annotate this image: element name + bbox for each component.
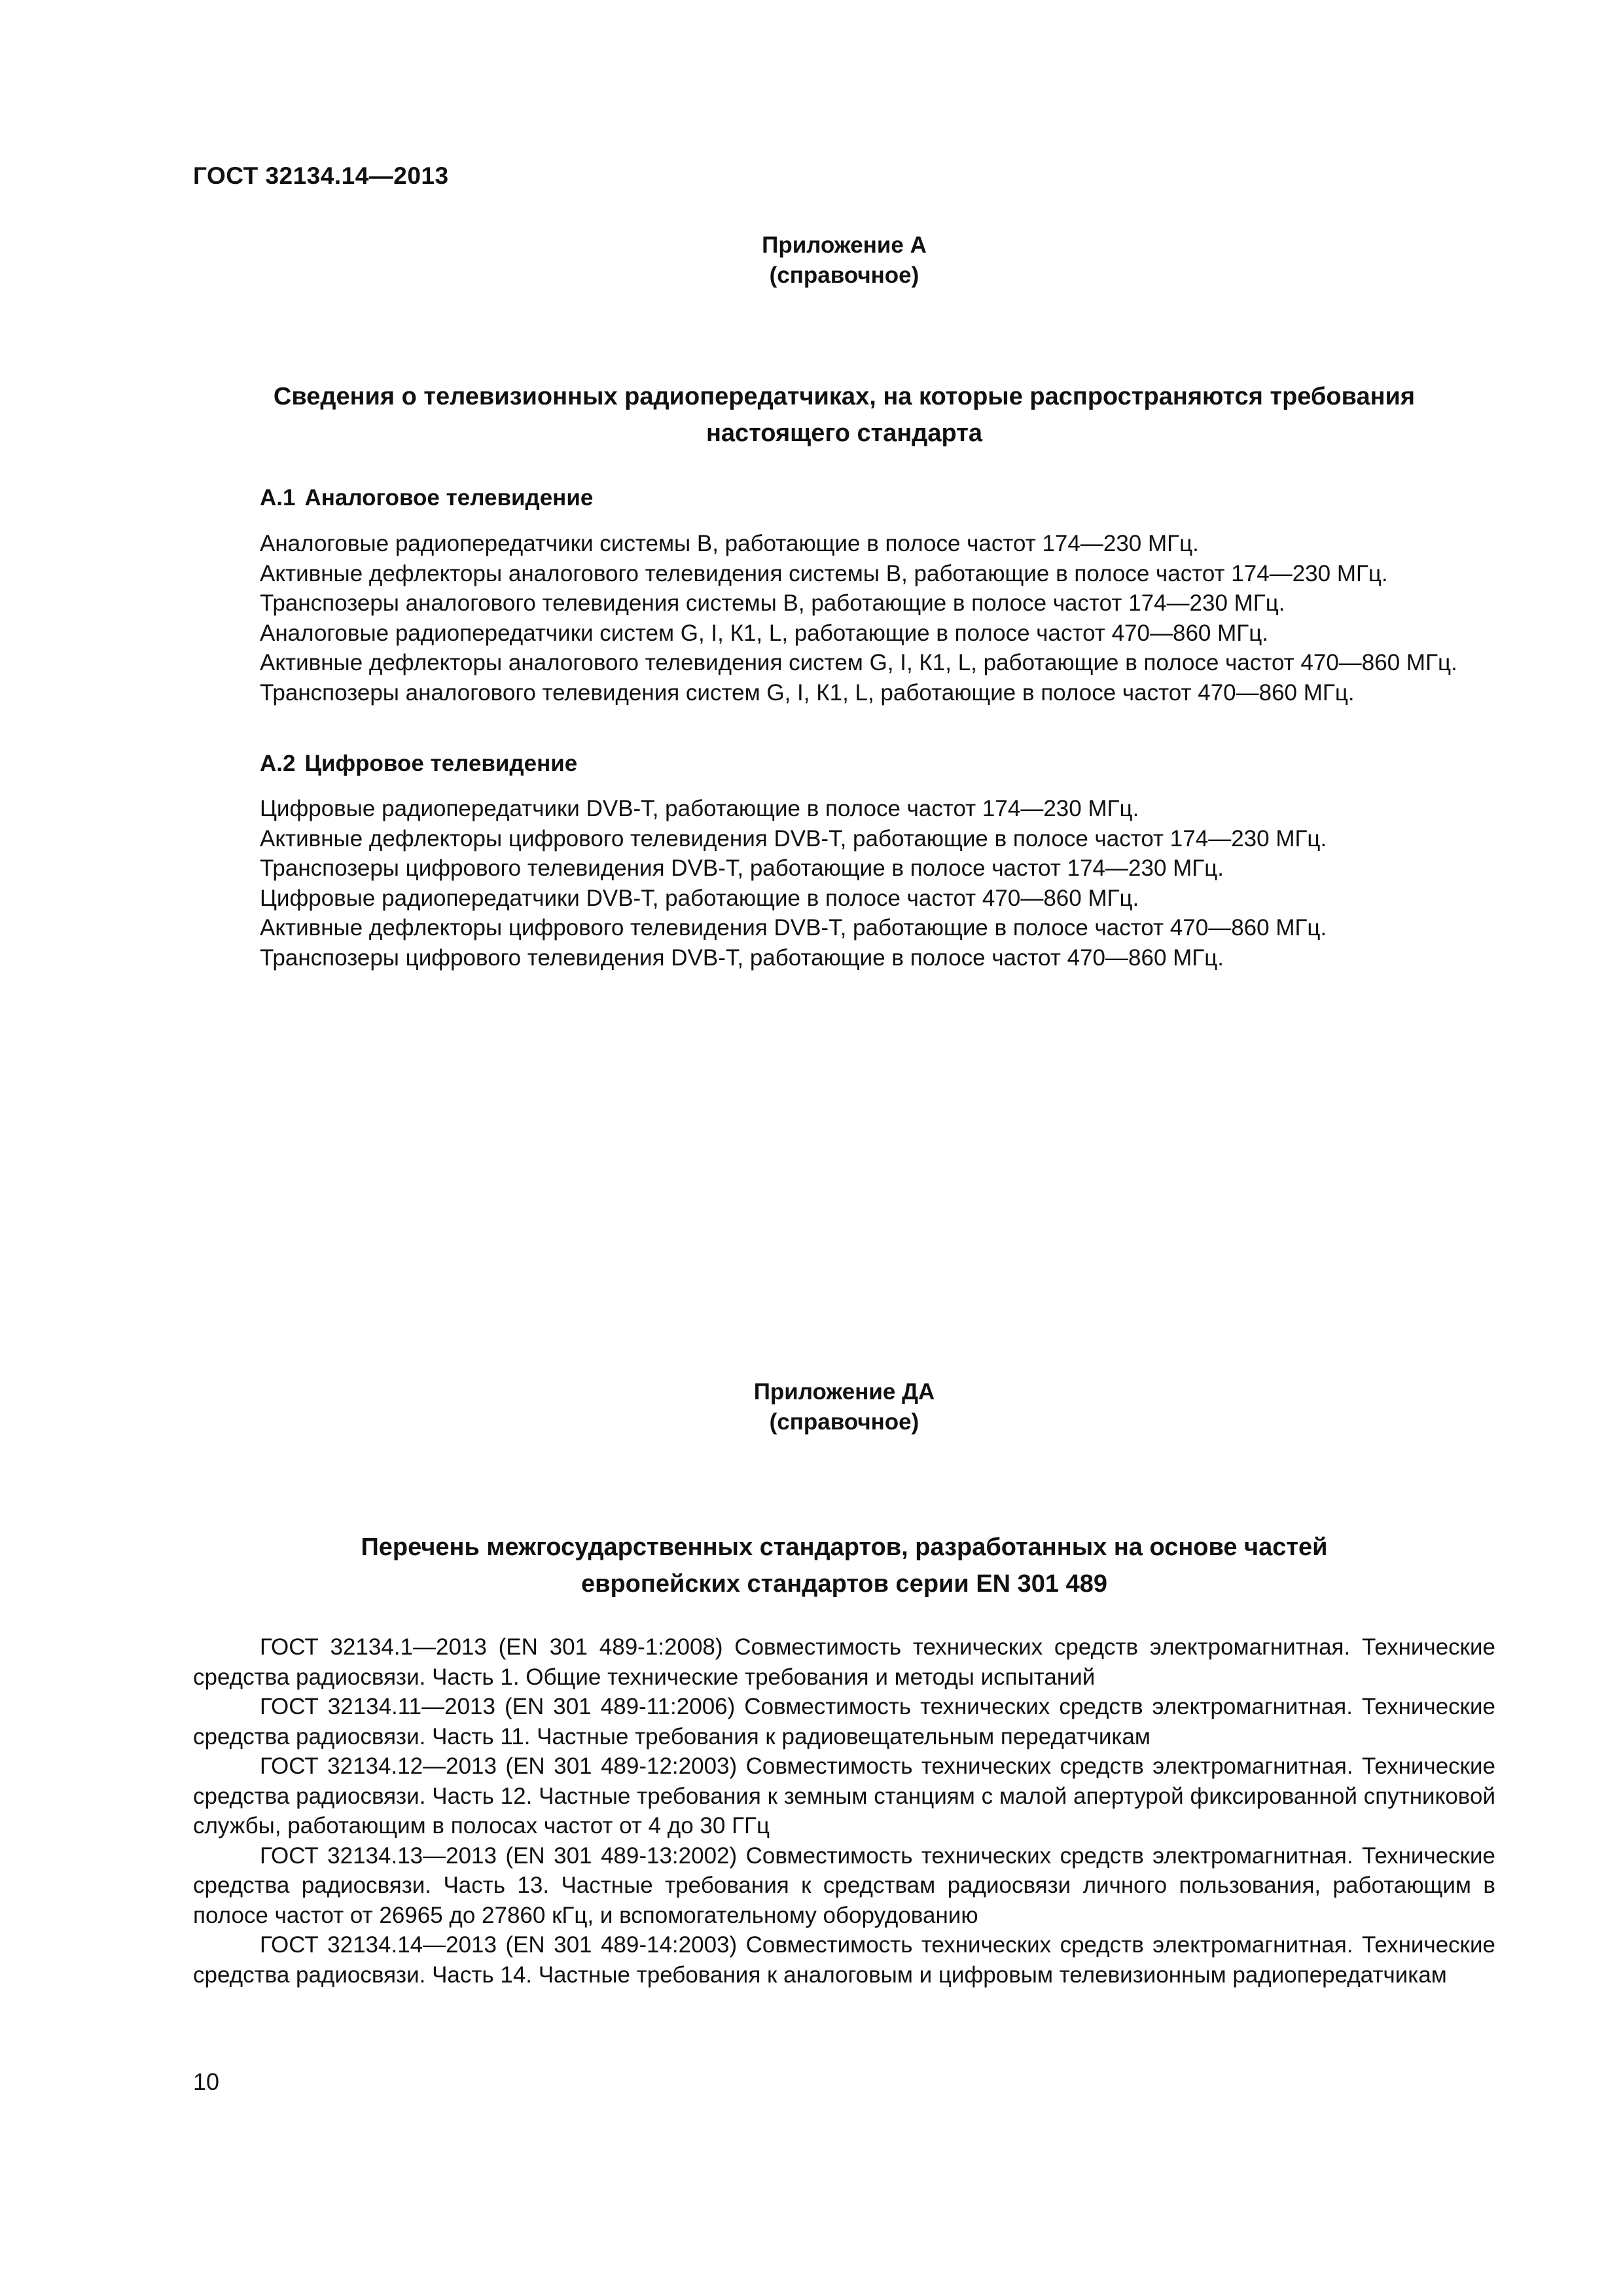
- section-a2-list: [193, 794, 1495, 973]
- annex-a-title-line1: Сведения о телевизионных радиопередатчиках, на которые распространяются требования: [273, 383, 1416, 410]
- section-a1-title: Аналоговое телевидение: [304, 485, 594, 511]
- section-a1-heading: [260, 485, 593, 511]
- annex-a-label: Приложение А: [762, 232, 927, 258]
- list-item: Активные дефлекторы цифрового телевидения DVB-T, работающие в полосе частот 470—860 МГц.: [260, 915, 1327, 941]
- reference-item: ГОСТ 32134.14—2013 (EN 301 489-14:2003) Совместимость технических средств электромагнитная. Технические средства радиосвязи. Часть 14. Частные требования к аналоговым и цифровым телевизионным радиопередатчикам: [193, 1932, 1495, 1988]
- annex-da-heading: [193, 1377, 1495, 1437]
- list-item: Цифровые радиопередатчики DVB-T, работающие в полосе частот 174—230 МГц.: [260, 796, 1139, 821]
- list-item: Аналоговые радиопередатчики системы В, работающие в полосе частот 174—230 МГц.: [260, 531, 1199, 556]
- annex-a-title-line2: настоящего стандарта: [705, 420, 983, 447]
- reference-item: ГОСТ 32134.13—2013 (EN 301 489-13:2002) Совместимость технических средств электромагнитная. Технические средства радиосвязи. Часть 13. Частные требования к средствам радиосвязи личного пользования, работающим в полосе частот от 26965 до 27860 кГц, и вспомогательному оборудованию: [193, 1842, 1495, 1928]
- list-item: Активные дефлекторы цифрового телевидения DVB-T, работающие в полосе частот 174—230 МГц.: [260, 825, 1327, 852]
- list-item: Транспозеры цифрового телевидения DVB-T, работающие в полосе частот 470—860 МГц.: [260, 944, 1224, 971]
- annex-a-heading: [193, 230, 1495, 291]
- section-a2-number: А.2: [260, 751, 296, 776]
- list-item: Аналоговые радиопередатчики систем G, I, К1, L, работающие в полосе частот 470—860 МГц.: [260, 620, 1268, 646]
- list-item: Цифровые радиопередатчики DVB-T, работающие в полосе частот 470—860 МГц.: [260, 885, 1139, 911]
- section-a2-title: Цифровое телевидение: [304, 751, 578, 776]
- standards-reference-list: [193, 1632, 1495, 1990]
- annex-da-label: Приложение ДА: [753, 1379, 935, 1405]
- annex-da-title-line1: Перечень межгосударственных стандартов, разработанных на основе частей: [361, 1534, 1328, 1561]
- list-item: Активные дефлекторы аналогового телевидения системы В, работающие в полосе частот 174—230 МГц.: [260, 560, 1388, 586]
- page-number: 10: [193, 2068, 220, 2095]
- list-item: Транспозеры аналогового телевидения систем G, I, К1, L, работающие в полосе частот 470—860 МГц.: [260, 679, 1355, 706]
- reference-item: ГОСТ 32134.12—2013 (EN 301 489-12:2003) Совместимость технических средств электромагнитная. Технические средства радиосвязи. Часть 12. Частные требования к земным станциям с малой апертурой фиксированной спутниковой службы, работающим в полосах частот от 4 до 30 ГГц: [193, 1753, 1495, 1839]
- annex-da-status: (справочное): [769, 1409, 919, 1435]
- list-item: Активные дефлекторы аналогового телевидения систем G, I, К1, L, работающие в полосе частот 470—860 МГц.: [260, 650, 1457, 675]
- section-a1-number: А.1: [260, 485, 296, 511]
- annex-a-status: (справочное): [769, 262, 919, 288]
- annex-da-title-line2: европейских стандартов серии EN 301 489: [580, 1570, 1108, 1598]
- section-a1-list: [193, 529, 1495, 708]
- reference-item: ГОСТ 32134.1—2013 (EN 301 489-1:2008) Совместимость технических средств электромагнитная. Технические средства радиосвязи. Часть 1. Общие технические требования и методы испытаний: [193, 1634, 1495, 1690]
- document-code-header: ГОСТ 32134.14—2013: [193, 162, 449, 189]
- section-a2-heading: [260, 751, 577, 777]
- annex-a-title: [193, 378, 1495, 452]
- list-item: Транспозеры цифрового телевидения DVB-T, работающие в полосе частот 174—230 МГц.: [260, 855, 1224, 881]
- list-item: Транспозеры аналогового телевидения системы В, работающие в полосе частот 174—230 МГц.: [260, 590, 1285, 616]
- reference-item: ГОСТ 32134.11—2013 (EN 301 489-11:2006) Совместимость технических средств электромагнитная. Технические средства радиосвязи. Часть 11. Частные требования к радиовещательным передатчикам: [193, 1694, 1495, 1749]
- annex-da-title: [193, 1529, 1495, 1602]
